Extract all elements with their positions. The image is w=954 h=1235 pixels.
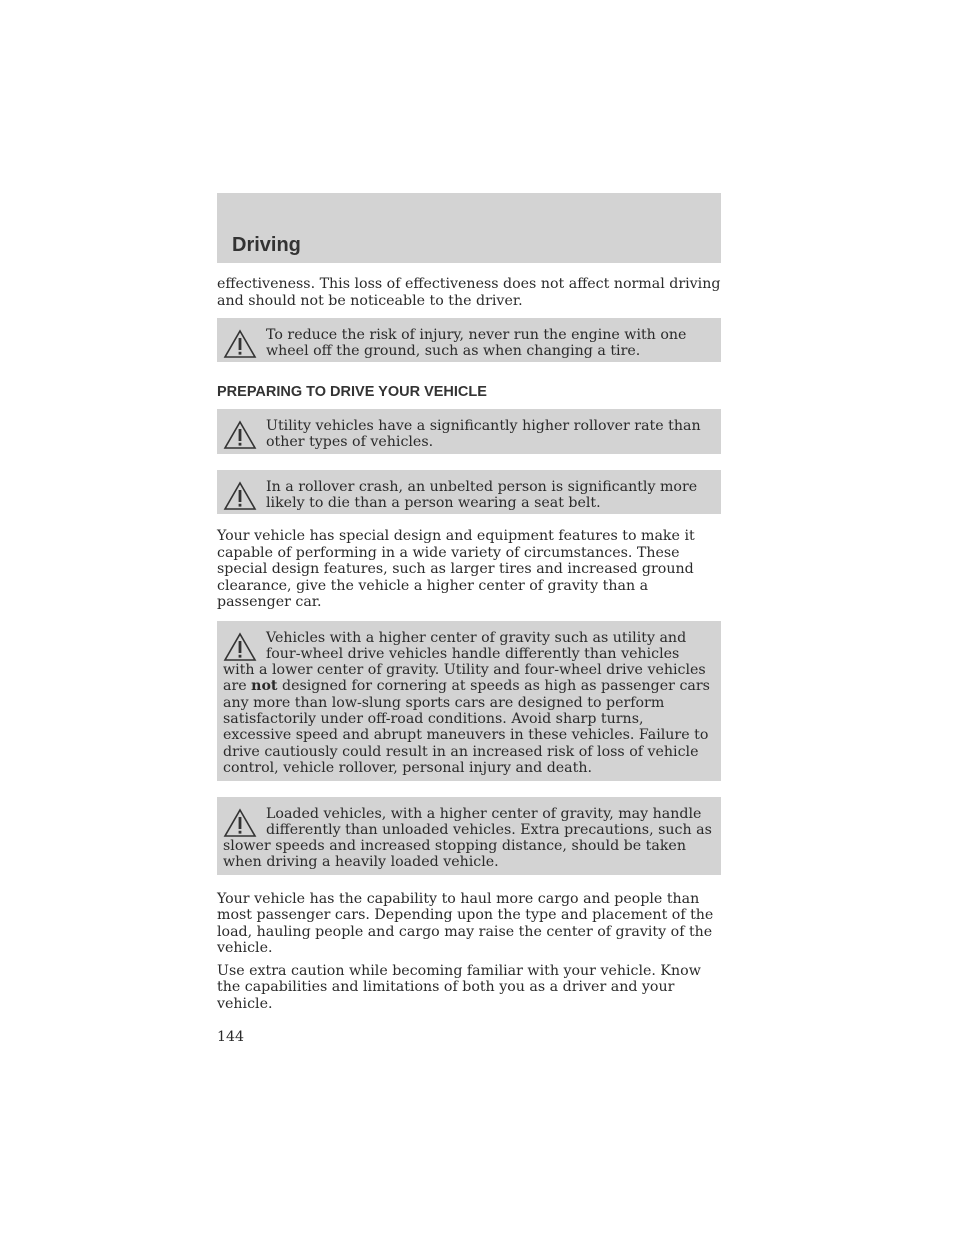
warning-box — [217, 621, 721, 781]
design-paragraph: Your vehicle has special design and equipment features to make it capable of performing in a wide variety of circumstances. These special design features, such as larger tires and increased ground clearance, give the vehicle a higher center of gravity than a passenger car. — [217, 528, 695, 610]
section-heading: PREPARING TO DRIVE YOUR VEHICLE — [217, 384, 487, 400]
page-number: 144 — [217, 1029, 245, 1045]
warning-box — [217, 797, 721, 875]
warning-box — [217, 409, 721, 454]
caution-paragraph: Use extra caution while becoming familiar with your vehicle. Know the capabilities and limitations of both you as a driver and your vehicle. — [217, 962, 701, 1012]
warning-text: Loaded vehicles, with a higher center of gravity, may handle differently than unloaded vehicles. Extra precautions, such as slower speeds and increased stopping distance, should be taken when driving a heavily loaded vehicle. — [223, 805, 712, 871]
warning-box — [217, 318, 721, 362]
section-title: Driving — [232, 234, 301, 256]
manual-page — [217, 193, 721, 1045]
section-header — [217, 193, 721, 263]
intro-paragraph: effectiveness. This loss of effectiveness does not affect normal driving and should not be noticeable to the driver. — [217, 276, 721, 309]
warning-text: In a rollover crash, an unbelted person is significantly more likely to die than a person wearing a seat belt. — [266, 479, 698, 512]
cargo-paragraph: Your vehicle has the capability to haul more cargo and people than most passenger cars. Depending upon the type and placement of the load, hauling people and cargo may raise the center of gravity of the vehicle. — [217, 890, 714, 956]
warning-text: Vehicles with a higher center of gravity such as utility and four-wheel drive vehicles handle differently than vehicles with a lower center of gravity. Utility and four-wheel drive vehicles are not designed for cornering at speeds as high as passenger cars any more than low-slung sports cars are designed to perform satisfactorily under off-road conditions. Avoid sharp turns, excessive speed and abrupt maneuvers in these vehicles. Failure to drive cautiously could result in an increased risk of loss of vehicle control, vehicle rollover, personal injury and death. — [223, 629, 710, 776]
warning-triangle-icon — [223, 420, 257, 450]
warning-triangle-icon — [223, 329, 257, 359]
warning-triangle-icon — [223, 808, 257, 838]
warning-triangle-icon — [223, 632, 257, 662]
warning-triangle-icon — [223, 481, 257, 511]
warning-text: To reduce the risk of injury, never run the engine with one wheel off the ground, such as when changing a tire. — [266, 327, 687, 360]
warning-box — [217, 470, 721, 514]
warning-text: Utility vehicles have a significantly higher rollover rate than other types of vehicles. — [266, 418, 701, 451]
emphasis-text: not — [251, 678, 278, 695]
